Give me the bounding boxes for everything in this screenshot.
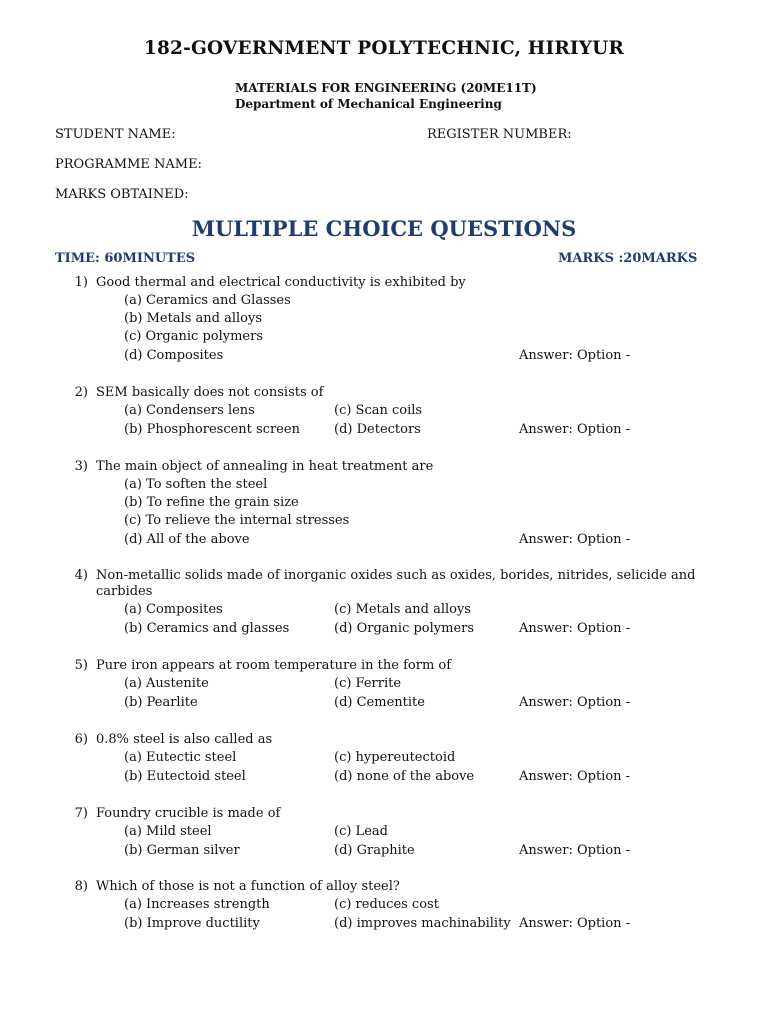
option-d: (d) Organic polymers <box>334 621 475 636</box>
option-a: (a) Increases strength <box>124 897 270 912</box>
option-b: (b) German silver <box>124 843 240 858</box>
option-d: (d) improves machinability <box>334 916 511 931</box>
option-a: (a) Mild steel <box>124 824 212 839</box>
option-b: (b) Phosphorescent screen <box>124 422 300 437</box>
answer-option-label: Answer: Option - <box>519 621 631 636</box>
option-a: (a) Eutectic steel <box>124 750 237 765</box>
question-text: Which of those is not a function of alloy steel? <box>96 879 400 894</box>
option-a: (a) Condensers lens <box>124 403 255 418</box>
option-c: (c) reduces cost <box>334 897 439 912</box>
option-d: (d) Cementite <box>334 695 425 710</box>
option-d: (d) none of the above <box>334 769 475 784</box>
option-b: (b) Pearlite <box>124 695 198 710</box>
option-a: (a) Ceramics and Glasses <box>124 293 291 308</box>
answer-option-label: Answer: Option - <box>519 695 631 710</box>
register-number-label: REGISTER NUMBER: <box>427 127 572 142</box>
question-text: The main object of annealing in heat treatment are <box>96 459 434 474</box>
question-text: Foundry crucible is made of <box>96 806 281 821</box>
answer-option-label: Answer: Option - <box>519 769 631 784</box>
option-b: (b) Ceramics and glasses <box>124 621 290 636</box>
department-heading: Department of Mechanical Engineering <box>235 97 502 111</box>
marks-label: MARKS :20MARKS <box>558 251 698 266</box>
answer-option-label: Answer: Option - <box>519 916 631 931</box>
option-c: (c) To relieve the internal stresses <box>124 513 350 528</box>
answer-option-label: Answer: Option - <box>519 422 631 437</box>
question-number: 6) <box>74 732 88 747</box>
option-c: (c) Ferrite <box>334 676 402 691</box>
option-b: (b) Improve ductility <box>124 916 260 931</box>
section-title: MULTIPLE CHOICE QUESTIONS <box>191 216 577 241</box>
question-number: 3) <box>74 459 88 474</box>
answer-option-label: Answer: Option - <box>519 348 631 363</box>
question-text: SEM basically does not consists of <box>96 385 324 400</box>
option-d: (d) All of the above <box>124 532 250 547</box>
option-b: (b) To refine the grain size <box>124 495 299 510</box>
answer-option-label: Answer: Option - <box>519 532 631 547</box>
option-c: (c) Metals and alloys <box>334 602 471 617</box>
option-a: (a) Austenite <box>124 676 209 691</box>
programme-name-label: PROGRAMME NAME: <box>55 157 202 172</box>
student-name-label: STUDENT NAME: <box>55 127 176 142</box>
question-number: 4) <box>74 568 88 583</box>
option-c: (c) hypereutectoid <box>334 750 456 765</box>
question-number: 5) <box>74 658 88 673</box>
option-c: (c) Organic polymers <box>124 329 264 344</box>
question-number: 2) <box>74 385 88 400</box>
question-text: 0.8% steel is also called as <box>96 732 273 747</box>
time-label: TIME: 60MINUTES <box>55 251 196 266</box>
subject-heading: MATERIALS FOR ENGINEERING (20ME11T) <box>235 81 537 95</box>
marks-obtained-label: MARKS OBTAINED: <box>55 187 189 202</box>
question-number: 7) <box>74 806 88 821</box>
question-number: 8) <box>74 879 88 894</box>
question-number: 1) <box>74 275 88 290</box>
question-text: Pure iron appears at room temperature in the form of <box>96 658 452 673</box>
question-text: Good thermal and electrical conductivity is exhibited by <box>96 275 466 290</box>
option-a: (a) To soften the steel <box>124 477 268 492</box>
option-b: (b) Metals and alloys <box>124 311 263 326</box>
option-d: (d) Composites <box>124 348 224 363</box>
institution-title: 182-GOVERNMENT POLYTECHNIC, HIRIYUR <box>143 38 625 59</box>
option-d: (d) Detectors <box>334 422 421 437</box>
option-c: (c) Scan coils <box>334 403 423 418</box>
option-d: (d) Graphite <box>334 843 415 858</box>
option-c: (c) Lead <box>334 824 388 839</box>
option-a: (a) Composites <box>124 602 223 617</box>
option-b: (b) Eutectoid steel <box>124 769 246 784</box>
answer-option-label: Answer: Option - <box>519 843 631 858</box>
question-text: Non-metallic solids made of inorganic oxides such as oxides, borides, nitrides, selicide and carbides <box>96 568 696 599</box>
